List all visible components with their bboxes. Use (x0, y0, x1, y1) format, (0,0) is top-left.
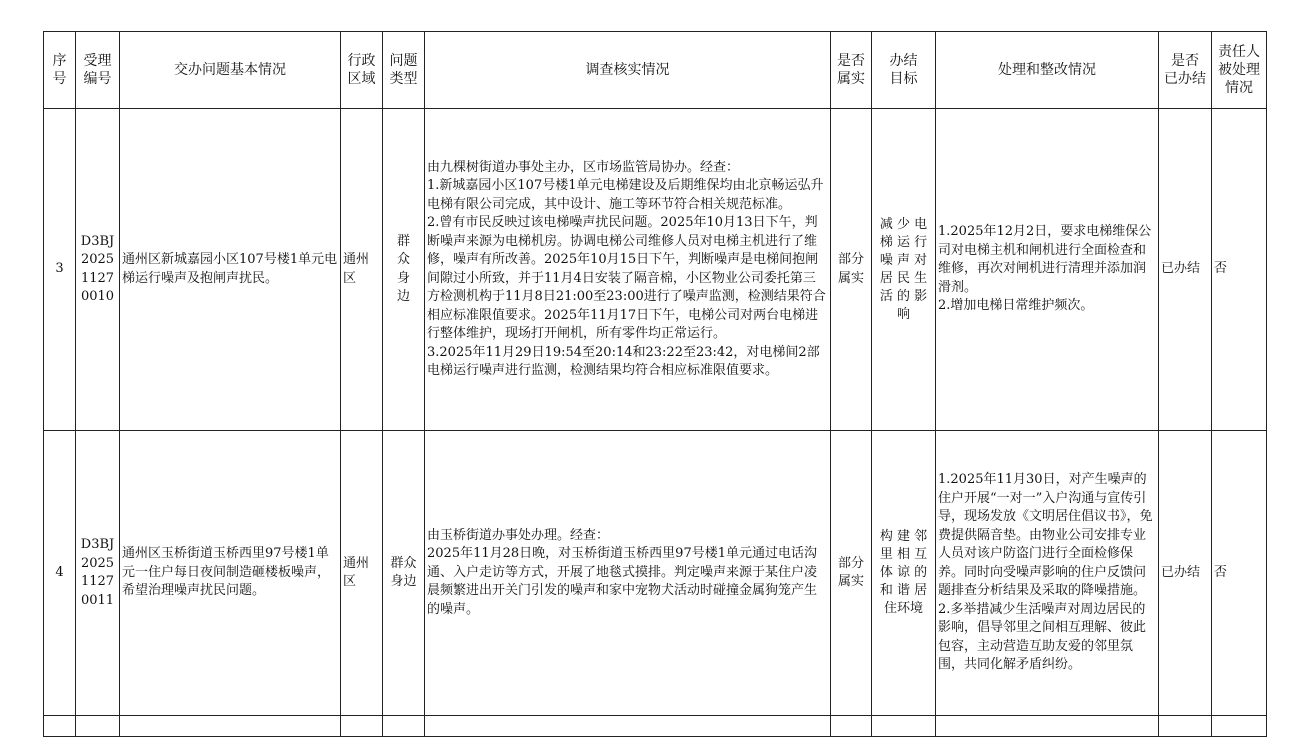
cell-type: 群众 身边 (383, 431, 425, 716)
header-code: 受理 编号 (76, 32, 120, 109)
cell-seq: 3 (44, 109, 76, 431)
cell-handling: 1.2025年12月2日，要求电梯维保公司对电梯主机和闸机进行全面检查和维修，再次对闸机进行清理并添加润滑剂。 2.增加电梯日常维护频次。 (936, 109, 1159, 431)
cell-done: 已办结 (1159, 109, 1212, 431)
cell-issue: 通州区新城嘉园小区107号楼1单元电梯运行噪声及抱闸声扰民。 (120, 109, 341, 431)
cell-handling: 1.2025年11月30日，对产生噪声的住户开展“一对一”入户沟通与宣传引导，现场发放《文明居住倡议书》，免费提供隔音垫。由物业公司安排专业人员对该户防盗门进行全面检修保养。同时向受噪声影响的住户反馈问题排查分析结果及采取的降噪措施。 2.多举措减少生活噪声对周边居民的影响，倡导邻里之间相互理解、彼此包容，主动营造互助友爱的邻里氛围，共同化解矛盾纠纷。 (936, 431, 1159, 716)
header-target: 办结 目标 (872, 32, 936, 109)
header-issue: 交办问题基本情况 (120, 32, 341, 109)
cell-accountability: 否 (1212, 109, 1267, 431)
header-done: 是否 已办结 (1159, 32, 1212, 109)
cell-verified: 部分 属实 (831, 109, 872, 431)
cell-accountability: 否 (1212, 431, 1267, 716)
header-type: 问题 类型 (383, 32, 425, 109)
cell-issue: 通州区玉桥街道玉桥西里97号楼1单元一住户每日夜间制造砸楼板噪声，希望治理噪声扰民问题。 (120, 431, 341, 716)
header-investigation: 调查核实情况 (425, 32, 831, 109)
header-seq: 序 号 (44, 32, 76, 109)
cell-target: 构 建 邻 里 相 互 体 谅 的 和 谐 居 住环境 (872, 431, 936, 716)
cell-code: D3BJ 2025 1127 0010 (76, 109, 120, 431)
cell-target: 减 少 电 梯 运 行 噪 声 对 居 民 生 活 的 影 响 (872, 109, 936, 431)
header-accountability: 责任人 被处理 情况 (1212, 32, 1267, 109)
cell-region: 通州 区 (341, 109, 383, 431)
header-handling: 处理和整改情况 (936, 32, 1159, 109)
table-header-row (44, 32, 1267, 109)
table-row (44, 431, 1267, 716)
cell-code: D3BJ 2025 1127 0011 (76, 431, 120, 716)
table-row (44, 109, 1267, 431)
cell-investigation: 由玉桥街道办事处办理。经查： 2025年11月28日晚，对玉桥街道玉桥西里97号楼1单元通过电话沟通、入户走访等方式，开展了地毯式摸排。判定噪声来源于某住户凌晨频繁进出开关门引发的噪声和家中宠物犬活动时碰撞金属狗笼产生的噪声。 (425, 431, 831, 716)
header-region: 行政 区域 (341, 32, 383, 109)
case-table (43, 31, 1267, 737)
cell-region: 通州 区 (341, 431, 383, 716)
cell-seq: 4 (44, 431, 76, 716)
cell-type: 群 众 身 边 (383, 109, 425, 431)
cell-done: 已办结 (1159, 431, 1212, 716)
header-verified: 是否 属实 (831, 32, 872, 109)
cell-verified: 部分 属实 (831, 431, 872, 716)
cell-investigation: 由九棵树街道办事处主办，区市场监管局协办。经查： 1.新城嘉园小区107号楼1单元电梯建设及后期维保均由北京畅运弘升电梯有限公司完成，其中设计、施工等环节符合相关规范标准。 2.曾有市民反映过该电梯噪声扰民问题。2025年10月13日下午，判断噪声来源为电梯机房。协调电梯公司维修人员对电梯主机进行了维修，噪声有所改善。2025年10月15日下午，判断噪声是电梯间抱闸间隙过小所致，并于11月4日安装了隔音棉，小区物业公司委托第三方检测机构于11月8日21:00至23:00进行了噪声监测，检测结果符合相应标准限值要求。2025年11月17日下午，电梯公司对两台电梯进行整体维护，现场打开闸机，所有零件均正常运行。 3.2025年11月29日19:54至20:14和23:22至23:42，对电梯间2部电梯运行噪声进行监测，检测结果均符合相应标准限值要求。 (425, 109, 831, 431)
